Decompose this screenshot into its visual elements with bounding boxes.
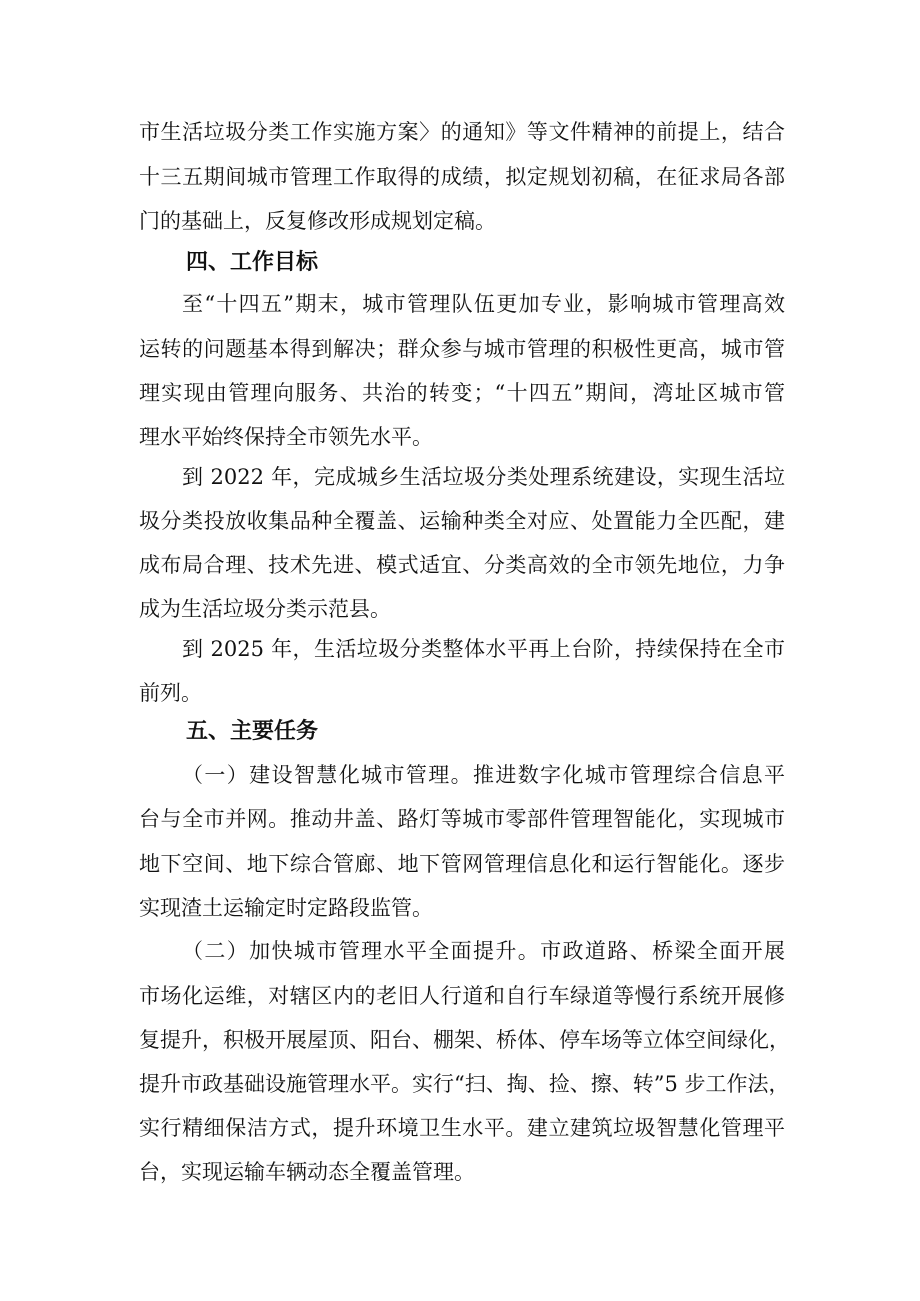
goal-p1-line-3: 理实现由管理向服务、共治的转变；“十四五”期间，湾址区城市管 <box>139 381 785 405</box>
goal-p1-line-4: 理水平始终保持全市领先水平。 <box>139 425 433 449</box>
goal-p2-line-3: 成布局合理、技术先进、模式适宜、分类高效的全市领先地位，力争 <box>139 553 785 577</box>
task1-line-1: （一）建设智慧化城市管理。推进数字化城市管理综合信息平 <box>182 763 785 787</box>
section-five-heading: 五、主要任务 <box>186 719 319 744</box>
goal-p2-line-2: 圾分类投放收集品种全覆盖、运输种类全对应、处置能力全匹配，建 <box>139 509 785 533</box>
goal-p3-line-1: 到 2025 年，生活垃圾分类整体水平再上台阶，持续保持在全市 <box>182 637 785 661</box>
task2-line-6: 台，实现运输车辆动态全覆盖管理。 <box>139 1160 475 1184</box>
task1-line-4: 实现渣土运输定时定路段监管。 <box>139 896 433 920</box>
task2-line-5: 实行精细保洁方式，提升环境卫生水平。建立建筑垃圾智慧化管理平 <box>139 1116 785 1140</box>
task2-line-2: 市场化运维，对辖区内的老旧人行道和自行车绿道等慢行系统开展修 <box>139 984 785 1008</box>
task2-line-3: 复提升，积极开展屋顶、阳台、棚架、桥体、停车场等立体空间绿化， <box>139 1028 790 1052</box>
intro-line-1: 市生活垃圾分类工作实施方案〉的通知》等文件精神的前提上，结合 <box>139 120 785 144</box>
task2-line-4: 提升市政基础设施管理水平。实行“扫、掏、捡、擦、转”5 步工作法， <box>139 1072 790 1096</box>
goal-p2-line-1: 到 2022 年，完成城乡生活垃圾分类处理系统建设，实现生活垃 <box>182 465 785 489</box>
task1-line-3: 地下空间、地下综合管廊、地下管网管理信息化和运行智能化。逐步 <box>139 852 785 876</box>
intro-line-2: 十三五期间城市管理工作取得的成绩，拟定规划初稿，在征求局各部 <box>139 165 785 189</box>
task2-line-1: （二）加快城市管理水平全面提升。市政道路、桥梁全面开展 <box>182 939 785 963</box>
goal-p2-line-4: 成为生活垃圾分类示范县。 <box>139 597 391 621</box>
goal-p1-line-2: 运转的问题基本得到解决；群众参与城市管理的积极性更高，城市管 <box>139 337 785 361</box>
goal-p3-line-2: 前列。 <box>139 681 202 705</box>
goal-p1-line-1: 至“十四五”期末，城市管理队伍更加专业，影响城市管理高效 <box>182 292 785 316</box>
section-four-heading: 四、工作目标 <box>186 250 319 275</box>
intro-line-3: 门的基础上，反复修改形成规划定稿。 <box>139 209 496 233</box>
task1-line-2: 台与全市并网。推动井盖、路灯等城市零部件管理智能化，实现城市 <box>139 807 785 831</box>
